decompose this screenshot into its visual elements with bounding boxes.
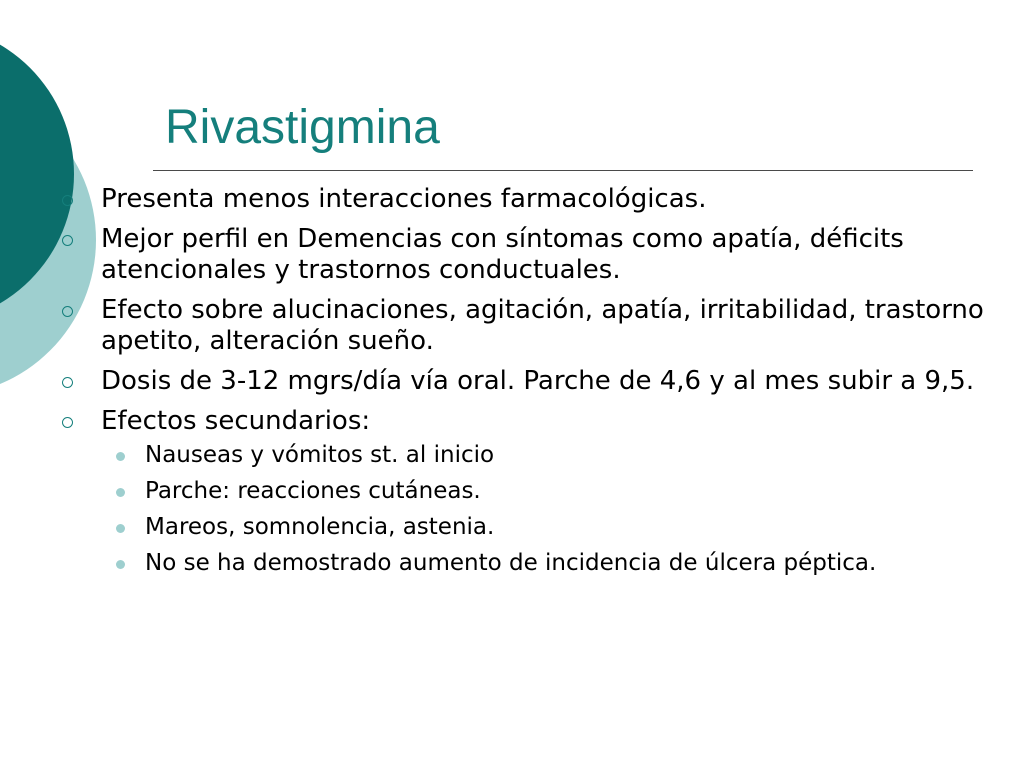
sub-bullet-text: Nauseas y vómitos st. al inicio <box>145 442 495 468</box>
bullet-item <box>60 406 990 578</box>
hollow-circle-bullet-icon <box>62 195 73 206</box>
bullet-text: Efecto sobre alucinaciones, agitación, apatía, irritabilidad, trastorno apetito, alteración sueño. <box>101 295 984 356</box>
sub-bullet-text: Mareos, somnolencia, astenia. <box>145 514 495 540</box>
bullet-item <box>60 224 990 286</box>
hollow-circle-bullet-icon <box>62 306 73 317</box>
sub-bullet-text: No se ha demostrado aumento de incidencia de úlcera péptica. <box>145 550 877 576</box>
slide-title: Rivastigmina <box>165 101 440 154</box>
sub-bullet-item <box>101 549 990 578</box>
bullet-text: Efectos secundarios: <box>101 406 371 436</box>
bullet-item <box>60 295 990 357</box>
sub-bullet-text: Parche: reacciones cutáneas. <box>145 478 481 504</box>
filled-dot-bullet-icon <box>116 452 125 461</box>
bullet-item <box>60 184 990 215</box>
bullet-item <box>60 366 990 397</box>
filled-dot-bullet-icon <box>116 524 125 533</box>
hollow-circle-bullet-icon <box>62 417 73 428</box>
sub-bullet-item <box>101 513 990 542</box>
bullet-text: Presenta menos interacciones farmacológicas. <box>101 184 707 214</box>
sub-bullet-list <box>101 441 990 578</box>
title-divider <box>153 170 973 171</box>
sub-bullet-item <box>101 441 990 470</box>
hollow-circle-bullet-icon <box>62 377 73 388</box>
sub-bullet-item <box>101 477 990 506</box>
bullet-list <box>60 184 990 587</box>
bullet-text: Mejor perfil en Demencias con síntomas como apatía, déficits atencionales y trastornos conductuales. <box>101 224 904 285</box>
filled-dot-bullet-icon <box>116 560 125 569</box>
hollow-circle-bullet-icon <box>62 235 73 246</box>
filled-dot-bullet-icon <box>116 488 125 497</box>
bullet-text: Dosis de 3-12 mgrs/día vía oral. Parche de 4,6 y al mes subir a 9,5. <box>101 366 975 396</box>
